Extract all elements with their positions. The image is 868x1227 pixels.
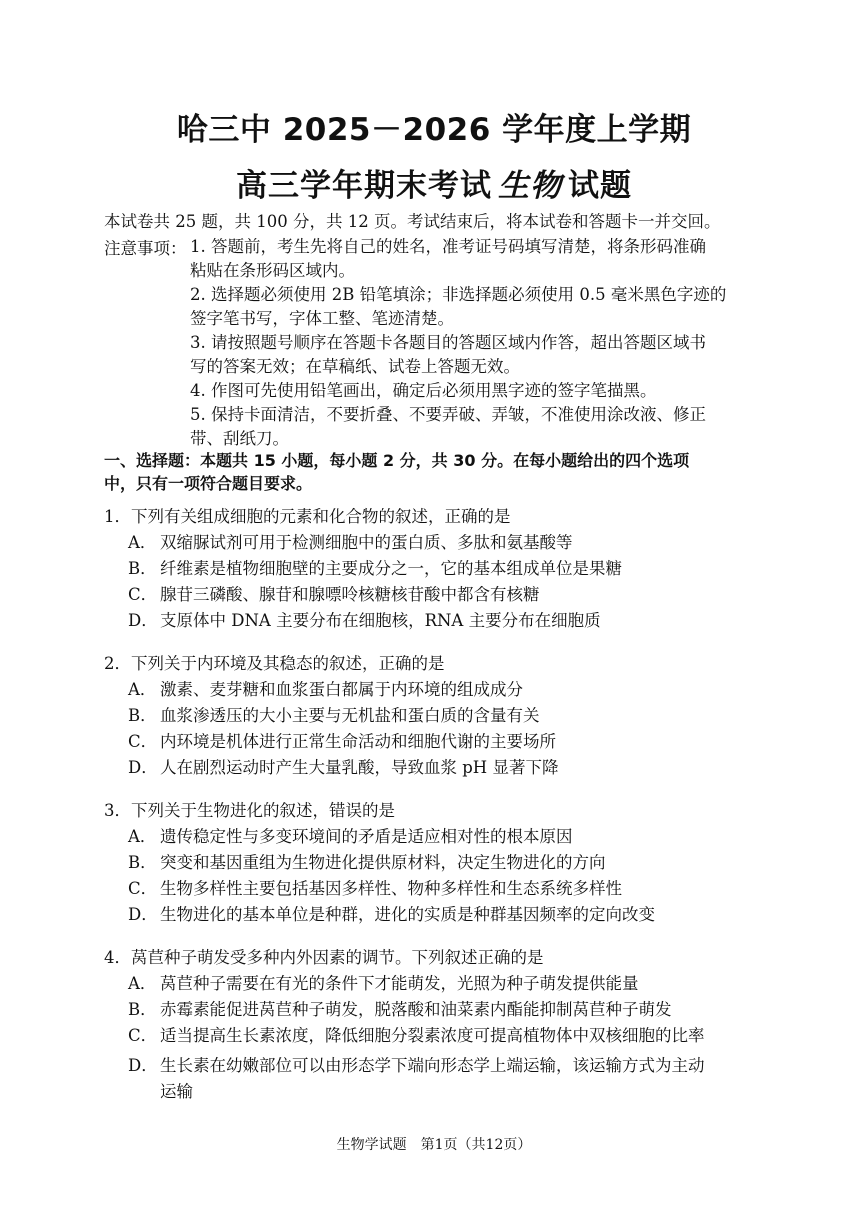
option-a — [128, 823, 573, 847]
option-text-continued: 运输 — [160, 1082, 193, 1101]
option-text: 纤维素是植物细胞壁的主要成分之一，它的基本组成单位是果糖 — [160, 559, 622, 578]
option-text: 人在剧烈运动时产生大量乳酸，导致血浆 pH 显著下降 — [160, 758, 559, 777]
option-letter: C． — [128, 879, 158, 898]
title-subject: 生物 — [498, 168, 562, 204]
note-line: 粘贴在条形码区域内。 — [190, 261, 355, 280]
option-text: 内环境是机体进行正常生命活动和细胞代谢的主要场所 — [160, 732, 556, 751]
option-letter: D． — [128, 1056, 158, 1075]
title-prefix: 高三学年期末考试 — [236, 168, 492, 204]
question-stem: 1．下列有关组成细胞的元素和化合物的叙述，正确的是 — [104, 507, 511, 526]
option-text: 生物进化的基本单位是种群，进化的实质是种群基因频率的定向改变 — [160, 905, 655, 924]
option-text: 血浆渗透压的大小主要与无机盐和蛋白质的含量有关 — [160, 706, 540, 725]
option-c — [128, 875, 622, 899]
note-item — [190, 379, 770, 403]
note-line: 1. 答题前，考生先将自己的姓名，准考证号码填写清楚，将条形码准确 — [190, 237, 706, 256]
exam-title-line2 — [0, 160, 868, 205]
option-a — [128, 529, 573, 553]
option-d — [128, 754, 558, 778]
note-item — [190, 283, 770, 331]
note-line: 5. 保持卡面清洁，不要折叠、不要弄破、弄皱，不准使用涂改液、修正 — [190, 405, 706, 424]
exam-intro: 本试卷共 25 题，共 100 分，共 12 页。考试结束后，将本试卷和答题卡一并交回。 — [104, 212, 721, 231]
option-text: 突变和基因重组为生物进化提供原材料，决定生物进化的方向 — [160, 853, 606, 872]
option-a — [128, 970, 639, 994]
note-line: 4. 作图可先使用铅笔画出，确定后必须用黑字迹的签字笔描黑。 — [190, 381, 657, 400]
option-c — [128, 1022, 705, 1046]
option-letter: A． — [128, 680, 157, 699]
option-letter: D． — [128, 758, 158, 777]
note-line: 3. 请按照题号顺序在答题卡各题目的答题区域内作答，超出答题区域书 — [190, 333, 706, 352]
option-letter: C． — [128, 1026, 158, 1045]
option-d — [128, 1053, 768, 1105]
note-item — [190, 403, 770, 451]
page-footer: 生物学试题 第1页（共12页） — [336, 1137, 532, 1153]
option-text: 生物多样性主要包括基因多样性、物种多样性和生态系统多样性 — [160, 879, 622, 898]
option-c — [128, 581, 540, 605]
option-text: 支原体中 DNA 主要分布在细胞核，RNA 主要分布在细胞质 — [160, 611, 601, 630]
section-heading-line1: 一、选择题：本题共 15 小题，每小题 2 分，共 30 分。在每小题给出的四个选项 — [104, 451, 690, 470]
option-text: 莴苣种子需要在有光的条件下才能萌发，光照为种子萌发提供能量 — [160, 974, 639, 993]
note-line: 写的答案无效；在草稿纸、试卷上答题无效。 — [190, 357, 520, 376]
option-text: 生长素在幼嫩部位可以由形态学下端向形态学上端运输，该运输方式为主动 — [160, 1056, 705, 1075]
option-b — [128, 849, 606, 873]
option-letter: B． — [128, 706, 157, 725]
note-line: 带、刮纸刀。 — [190, 429, 289, 448]
option-letter: D． — [128, 905, 158, 924]
option-letter: D． — [128, 611, 158, 630]
note-line: 签字笔书写，字体工整、笔迹清楚。 — [190, 309, 454, 328]
option-text: 遗传稳定性与多变环境间的矛盾是适应相对性的根本原因 — [160, 827, 573, 846]
option-b — [128, 555, 622, 579]
option-letter: B． — [128, 559, 157, 578]
option-d — [128, 607, 601, 631]
option-b — [128, 702, 540, 726]
option-text: 双缩脲试剂可用于检测细胞中的蛋白质、多肽和氨基酸等 — [160, 533, 573, 552]
option-text: 适当提高生长素浓度，降低细胞分裂素浓度可提高植物体中双核细胞的比率 — [160, 1026, 705, 1045]
note-item — [190, 235, 770, 283]
option-letter: C． — [128, 732, 158, 751]
section-heading-line2: 中，只有一项符合题目要求。 — [104, 474, 313, 493]
question-stem: 2．下列关于内环境及其稳态的叙述，正确的是 — [104, 654, 445, 673]
question-stem: 4．莴苣种子萌发受多种内外因素的调节。下列叙述正确的是 — [104, 948, 544, 967]
note-line: 2. 选择题必须使用 2B 铅笔填涂；非选择题必须使用 0.5 毫米黑色字迹的 — [190, 285, 727, 304]
option-text: 腺苷三磷酸、腺苷和腺嘌呤核糖核苷酸中都含有核糖 — [160, 585, 540, 604]
option-letter: A． — [128, 974, 157, 993]
option-letter: C． — [128, 585, 158, 604]
option-b — [128, 996, 672, 1020]
option-d — [128, 901, 655, 925]
option-letter: A． — [128, 533, 157, 552]
option-letter: B． — [128, 1000, 157, 1019]
notes-label: 注意事项： — [104, 239, 187, 258]
option-a — [128, 676, 523, 700]
note-item — [190, 331, 770, 379]
option-text: 赤霉素能促进莴苣种子萌发，脱落酸和油菜素内酯能抑制莴苣种子萌发 — [160, 1000, 672, 1019]
option-text: 激素、麦芽糖和血浆蛋白都属于内环境的组成成分 — [160, 680, 523, 699]
option-letter: B． — [128, 853, 157, 872]
option-c — [128, 728, 556, 752]
question-stem: 3．下列关于生物进化的叙述，错误的是 — [104, 801, 395, 820]
title-suffix: 试题 — [568, 168, 632, 204]
exam-title-line1: 哈三中 2025－2026 学年度上学期 — [176, 112, 692, 148]
option-letter: A． — [128, 827, 157, 846]
